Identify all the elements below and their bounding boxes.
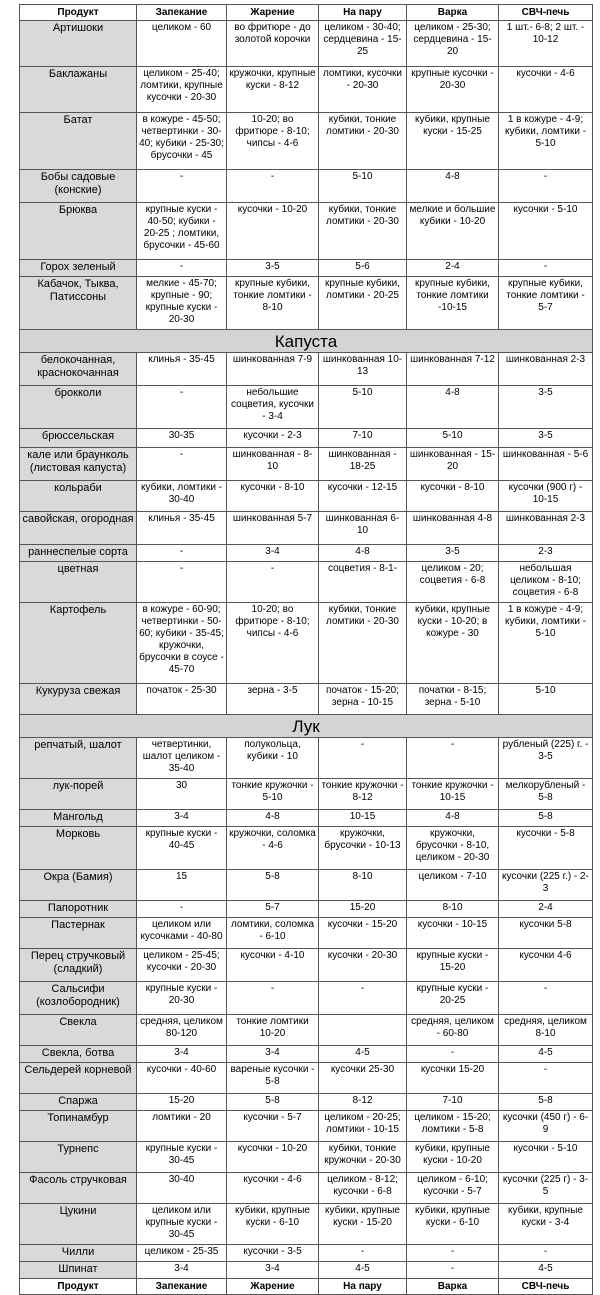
section-row	[20, 715, 593, 738]
microwave-time: -	[499, 982, 593, 1015]
footer-microwave: СВЧ-печь	[499, 1279, 593, 1295]
baking-time: крупные куски - 30-45	[137, 1142, 227, 1173]
baking-time: целиком - 25-35	[137, 1245, 227, 1262]
product-name: Сальсифи (козлобородник)	[20, 982, 137, 1015]
frying-time: ломтики, соломка - 6-10	[227, 918, 319, 949]
boiling-time: -	[407, 1245, 499, 1262]
steaming-time: 8-12	[319, 1094, 407, 1111]
frying-time: тонкие ломтики 10-20	[227, 1015, 319, 1046]
steaming-time: целиком - 30-40; сердцевина - 15-25	[319, 21, 407, 67]
frying-time: кусочки - 5-7	[227, 1111, 319, 1142]
table-row	[20, 827, 593, 870]
header-row	[20, 5, 593, 21]
microwave-time: 5-8	[499, 810, 593, 827]
steaming-time: -	[319, 1245, 407, 1262]
boiling-time: кубики, крупные куски - 15-25	[407, 113, 499, 170]
product-name: лук-порей	[20, 779, 137, 810]
table-row	[20, 562, 593, 603]
steaming-time: кусочки - 20-30	[319, 949, 407, 982]
steaming-time: -	[319, 982, 407, 1015]
product-name: кале или браунколь (листовая капуста)	[20, 448, 137, 481]
steaming-time: 4-8	[319, 545, 407, 562]
frying-time: кусочки - 10-20	[227, 1142, 319, 1173]
boiling-time: шинкованная 7-12	[407, 353, 499, 386]
frying-time: шинкованная 7-9	[227, 353, 319, 386]
table-row	[20, 21, 593, 67]
baking-time: целиком - 25-45; кусочки - 20-30	[137, 949, 227, 982]
table-row	[20, 1262, 593, 1279]
steaming-time: кубики, крупные куски - 15-20	[319, 1204, 407, 1245]
steaming-time: кусочки 25-30	[319, 1063, 407, 1094]
table-row	[20, 1063, 593, 1094]
product-name: Свекла, ботва	[20, 1046, 137, 1063]
frying-time: 3-5	[227, 260, 319, 277]
boiling-time: мелкие и большие кубики - 10-20	[407, 203, 499, 260]
steaming-time: 5-10	[319, 386, 407, 429]
baking-time: 15	[137, 870, 227, 901]
frying-time: 3-4	[227, 1046, 319, 1063]
boiling-time: кусочки - 8-10	[407, 481, 499, 512]
product-name: брюссельская	[20, 429, 137, 448]
table-row	[20, 113, 593, 170]
frying-time: вареные кусочки - 5-8	[227, 1063, 319, 1094]
table-row	[20, 870, 593, 901]
frying-time: кусочки - 8-10	[227, 481, 319, 512]
steaming-time: 5-6	[319, 260, 407, 277]
table-body	[20, 21, 593, 1279]
boiling-time: 2-4	[407, 260, 499, 277]
product-name: Окра (Бамия)	[20, 870, 137, 901]
boiling-time: целиком - 25-30; сердцевина - 15-20	[407, 21, 499, 67]
steaming-time: шинкованная 10-13	[319, 353, 407, 386]
steaming-time: кубики, тонкие ломтики - 20-30	[319, 603, 407, 684]
cooking-time-table	[19, 4, 593, 1295]
boiling-time: 8-10	[407, 901, 499, 918]
steaming-time: кружочки, брусочки - 10-13	[319, 827, 407, 870]
steaming-time: 8-10	[319, 870, 407, 901]
steaming-time: початок - 15-20; зерна - 10-15	[319, 684, 407, 715]
product-name: Батат	[20, 113, 137, 170]
product-name: раннеспелые сорта	[20, 545, 137, 562]
baking-time: крупные куски - 40-50; кубики - 20-25 ; ломтики, брусочки - 45-60	[137, 203, 227, 260]
table-row	[20, 386, 593, 429]
product-name: Спаржа	[20, 1094, 137, 1111]
microwave-time: 3-5	[499, 429, 593, 448]
steaming-time	[319, 1015, 407, 1046]
product-name: Кукуруза свежая	[20, 684, 137, 715]
steaming-time: кубики, тонкие ломтики - 20-30	[319, 203, 407, 260]
steaming-time: целиком - 20-25; ломтики - 10-15	[319, 1111, 407, 1142]
frying-time: кусочки - 2-3	[227, 429, 319, 448]
footer-row	[20, 1279, 593, 1295]
frying-time: -	[227, 562, 319, 603]
frying-time: кусочки - 4-10	[227, 949, 319, 982]
table-row	[20, 810, 593, 827]
baking-time: -	[137, 545, 227, 562]
steaming-time: кубики, тонкие кружочки - 20-30	[319, 1142, 407, 1173]
header-product: Продукт	[20, 5, 137, 21]
baking-time: 3-4	[137, 1046, 227, 1063]
boiling-time: 4-8	[407, 810, 499, 827]
steaming-time: тонкие кружочки - 8-12	[319, 779, 407, 810]
cooking-time-table-container	[19, 4, 592, 1295]
table-row	[20, 1111, 593, 1142]
table-row	[20, 684, 593, 715]
table-row	[20, 1173, 593, 1204]
table-row	[20, 982, 593, 1015]
baking-time: крупные куски - 20-30	[137, 982, 227, 1015]
boiling-time: -	[407, 1046, 499, 1063]
microwave-time: 4-5	[499, 1046, 593, 1063]
product-name: Картофель	[20, 603, 137, 684]
baking-time: 3-4	[137, 810, 227, 827]
microwave-time: рубленый (225) г. - 3-5	[499, 738, 593, 779]
footer-baking: Запекание	[137, 1279, 227, 1295]
boiling-time: тонкие кружочки - 10-15	[407, 779, 499, 810]
frying-time: 10-20; во фритюре - 8-10; чипсы - 4-6	[227, 113, 319, 170]
steaming-time: соцветия - 8-1-	[319, 562, 407, 603]
boiling-time: кубики, крупные куски - 10-20; в кожуре - 30	[407, 603, 499, 684]
microwave-time: кубики, крупные куски - 3-4	[499, 1204, 593, 1245]
product-name: Папоротник	[20, 901, 137, 918]
header-frying: Жарение	[227, 5, 319, 21]
microwave-time: средняя, целиком 8-10	[499, 1015, 593, 1046]
boiling-time: 5-10	[407, 429, 499, 448]
table-row	[20, 260, 593, 277]
microwave-time: -	[499, 1063, 593, 1094]
table-row	[20, 1094, 593, 1111]
table-row	[20, 481, 593, 512]
boiling-time: целиком - 7-10	[407, 870, 499, 901]
steaming-time: -	[319, 738, 407, 779]
frying-time: кружочки, крупные куски - 8-12	[227, 67, 319, 113]
table-row	[20, 203, 593, 260]
frying-time: 5-8	[227, 1094, 319, 1111]
baking-time: целиком или крупные куски - 30-45	[137, 1204, 227, 1245]
frying-time: шинкованная 5-7	[227, 512, 319, 545]
baking-time: 15-20	[137, 1094, 227, 1111]
table-row	[20, 545, 593, 562]
steaming-time: шинкованная - 18-25	[319, 448, 407, 481]
footer-boiling: Варка	[407, 1279, 499, 1295]
steaming-time: 15-20	[319, 901, 407, 918]
product-name: Кабачок, Тыква, Патиссоны	[20, 277, 137, 330]
baking-time: 30	[137, 779, 227, 810]
steaming-time: кусочки - 12-15	[319, 481, 407, 512]
boiling-time: кубики, крупные куски - 6-10	[407, 1204, 499, 1245]
baking-time: клинья - 35-45	[137, 512, 227, 545]
product-name: Цукини	[20, 1204, 137, 1245]
product-name: Мангольд	[20, 810, 137, 827]
table-row	[20, 1245, 593, 1262]
microwave-time: -	[499, 1245, 593, 1262]
frying-time: кубики, крупные куски - 6-10	[227, 1204, 319, 1245]
product-name: Шпинат	[20, 1262, 137, 1279]
footer-frying: Жарение	[227, 1279, 319, 1295]
baking-time: в кожуре - 45-50; четвертинки - 30-40; кубики - 25-30; брусочки - 45	[137, 113, 227, 170]
baking-time: -	[137, 260, 227, 277]
boiling-time: крупные кусочки - 20-30	[407, 67, 499, 113]
frying-time: -	[227, 170, 319, 203]
microwave-time: 1 в кожуре - 4-9; кубики, ломтики - 5-10	[499, 113, 593, 170]
steaming-time: 7-10	[319, 429, 407, 448]
header-baking: Запекание	[137, 5, 227, 21]
microwave-time: кусочки - 5-8	[499, 827, 593, 870]
product-name: Артишоки	[20, 21, 137, 67]
boiling-time: шинкованная 4-8	[407, 512, 499, 545]
microwave-time: -	[499, 260, 593, 277]
frying-time: 10-20; во фритюре - 8-10; чипсы - 4-6	[227, 603, 319, 684]
steaming-time: крупные кубики, ломтики - 20-25	[319, 277, 407, 330]
baking-time: в кожуре - 60-90; четвертинки - 50-60; кубики - 35-45; кружочки, брусочки в соусе - 45-70	[137, 603, 227, 684]
product-name: Перец стручковый (сладкий)	[20, 949, 137, 982]
boiling-time: целиком - 6-10; кусочки - 5-7	[407, 1173, 499, 1204]
product-name: кольраби	[20, 481, 137, 512]
boiling-time: кружочки, брусочки - 8-10, целиком - 20-30	[407, 827, 499, 870]
header-steaming: На пару	[319, 5, 407, 21]
boiling-time: -	[407, 1262, 499, 1279]
microwave-time: крупные кубики, тонкие ломтики - 5-7	[499, 277, 593, 330]
table-row	[20, 738, 593, 779]
microwave-time: кусочки 5-8	[499, 918, 593, 949]
microwave-time: 3-5	[499, 386, 593, 429]
boiling-time: 3-5	[407, 545, 499, 562]
frying-time: зерна - 3-5	[227, 684, 319, 715]
product-name: Морковь	[20, 827, 137, 870]
table-row	[20, 1015, 593, 1046]
boiling-time: целиком - 20; соцветия - 6-8	[407, 562, 499, 603]
frying-time: 5-8	[227, 870, 319, 901]
frying-time: 3-4	[227, 1262, 319, 1279]
baking-time: початок - 25-30	[137, 684, 227, 715]
table-row	[20, 949, 593, 982]
boiling-time: крупные куски - 15-20	[407, 949, 499, 982]
microwave-time: мелкорубленый - 5-8	[499, 779, 593, 810]
product-name: брокколи	[20, 386, 137, 429]
product-name: савойская, огородная	[20, 512, 137, 545]
baking-time: мелкие - 45-70; крупные - 90; крупные куски - 20-30	[137, 277, 227, 330]
table-row	[20, 1204, 593, 1245]
section-title: Капуста	[20, 330, 593, 353]
baking-time: целиком - 60	[137, 21, 227, 67]
section-title: Лук	[20, 715, 593, 738]
product-name: Свекла	[20, 1015, 137, 1046]
table-row	[20, 170, 593, 203]
table-row	[20, 67, 593, 113]
baking-time: кубики, ломтики - 30-40	[137, 481, 227, 512]
steaming-time: 10-15	[319, 810, 407, 827]
baking-time: клинья - 35-45	[137, 353, 227, 386]
table-row	[20, 603, 593, 684]
boiling-time: кусочки 15-20	[407, 1063, 499, 1094]
steaming-time: 4-5	[319, 1262, 407, 1279]
table-row	[20, 779, 593, 810]
boiling-time: средняя, целиком - 60-80	[407, 1015, 499, 1046]
frying-time: небольшие соцветия, кусочки - 3-4	[227, 386, 319, 429]
boiling-time: крупные куски - 20-25	[407, 982, 499, 1015]
product-name: Баклажаны	[20, 67, 137, 113]
microwave-time: кусочки (900 г) - 10-15	[499, 481, 593, 512]
boiling-time: кубики, крупные куски - 10-20	[407, 1142, 499, 1173]
product-name: Фасоль стручковая	[20, 1173, 137, 1204]
boiling-time: целиком - 15-20; ломтики - 5-8	[407, 1111, 499, 1142]
product-name: Турнепс	[20, 1142, 137, 1173]
microwave-time: кусочки - 4-6	[499, 67, 593, 113]
microwave-time: 5-10	[499, 684, 593, 715]
boiling-time: шинкованная - 15-20	[407, 448, 499, 481]
baking-time: -	[137, 170, 227, 203]
microwave-time: кусочки 4-6	[499, 949, 593, 982]
baking-time: четвертинки, шалот целиком - 35-40	[137, 738, 227, 779]
product-name: Чилли	[20, 1245, 137, 1262]
baking-time: целиком или кусочками - 40-80	[137, 918, 227, 949]
product-name: Сельдерей корневой	[20, 1063, 137, 1094]
microwave-time: кусочки (225 г) - 3-5	[499, 1173, 593, 1204]
steaming-time: кубики, тонкие ломтики - 20-30	[319, 113, 407, 170]
microwave-time: кусочки - 5-10	[499, 1142, 593, 1173]
baking-time: целиком - 25-40; ломтики, крупные кусочки - 20-30	[137, 67, 227, 113]
baking-time: 30-40	[137, 1173, 227, 1204]
section-row	[20, 330, 593, 353]
product-name: Бобы садовые (конские)	[20, 170, 137, 203]
product-name: цветная	[20, 562, 137, 603]
microwave-time: -	[499, 170, 593, 203]
footer-product: Продукт	[20, 1279, 137, 1295]
boiling-time: -	[407, 738, 499, 779]
microwave-time: кусочки - 5-10	[499, 203, 593, 260]
steaming-time: шинкованная 6-10	[319, 512, 407, 545]
product-name: Пастернак	[20, 918, 137, 949]
frying-time: 5-7	[227, 901, 319, 918]
table-row	[20, 918, 593, 949]
boiling-time: 4-8	[407, 170, 499, 203]
microwave-time: кусочки (225 г.) - 2-3	[499, 870, 593, 901]
microwave-time: 2-4	[499, 901, 593, 918]
product-name: репчатый, шалот	[20, 738, 137, 779]
frying-time: кусочки - 10-20	[227, 203, 319, 260]
microwave-time: 4-5	[499, 1262, 593, 1279]
microwave-time: 1 в кожуре - 4-9; кубики, ломтики - 5-10	[499, 603, 593, 684]
header-microwave: СВЧ-печь	[499, 5, 593, 21]
microwave-time: 5-8	[499, 1094, 593, 1111]
frying-time: 3-4	[227, 545, 319, 562]
frying-time: -	[227, 982, 319, 1015]
steaming-time: целиком - 8-12; кусочки - 6-8	[319, 1173, 407, 1204]
boiling-time: кусочки - 10-15	[407, 918, 499, 949]
product-name: Горох зеленый	[20, 260, 137, 277]
baking-time: -	[137, 901, 227, 918]
table-row	[20, 901, 593, 918]
microwave-time: кусочки (450 г) - 6-9	[499, 1111, 593, 1142]
baking-time: кусочки - 40-60	[137, 1063, 227, 1094]
steaming-time: 5-10	[319, 170, 407, 203]
table-row	[20, 429, 593, 448]
boiling-time: 4-8	[407, 386, 499, 429]
baking-time: -	[137, 386, 227, 429]
footer-steaming: На пару	[319, 1279, 407, 1295]
frying-time: во фритюре - до золотой корочки	[227, 21, 319, 67]
frying-time: шинкованная - 8-10	[227, 448, 319, 481]
frying-time: тонкие кружочки - 5-10	[227, 779, 319, 810]
frying-time: кружочки, соломка - 4-6	[227, 827, 319, 870]
table-row	[20, 353, 593, 386]
table-row	[20, 1046, 593, 1063]
boiling-time: початки - 8-15; зерна - 5-10	[407, 684, 499, 715]
boiling-time: 7-10	[407, 1094, 499, 1111]
boiling-time: крупные кубики, тонкие ломтики -10-15	[407, 277, 499, 330]
microwave-time: 1 шт.- 6-8; 2 шт. - 10-12	[499, 21, 593, 67]
microwave-time: шинкованная 2-3	[499, 512, 593, 545]
product-name: Брюква	[20, 203, 137, 260]
baking-time: 30-35	[137, 429, 227, 448]
baking-time: ломтики - 20	[137, 1111, 227, 1142]
table-row	[20, 512, 593, 545]
product-name: белокочанная, краснокочанная	[20, 353, 137, 386]
baking-time: средняя, целиком 80-120	[137, 1015, 227, 1046]
microwave-time: 2-3	[499, 545, 593, 562]
frying-time: кусочки - 3-5	[227, 1245, 319, 1262]
microwave-time: небольшая целиком - 8-10; соцветия - 6-8	[499, 562, 593, 603]
header-boiling: Варка	[407, 5, 499, 21]
baking-time: -	[137, 448, 227, 481]
table-row	[20, 277, 593, 330]
product-name: Топинамбур	[20, 1111, 137, 1142]
baking-time: -	[137, 562, 227, 603]
steaming-time: 4-5	[319, 1046, 407, 1063]
baking-time: крупные куски - 40-45	[137, 827, 227, 870]
table-row	[20, 1142, 593, 1173]
baking-time: 3-4	[137, 1262, 227, 1279]
microwave-time: шинкованная 2-3	[499, 353, 593, 386]
frying-time: 4-8	[227, 810, 319, 827]
table-row	[20, 448, 593, 481]
microwave-time: шинкованная - 5-6	[499, 448, 593, 481]
steaming-time: ломтики, кусочки - 20-30	[319, 67, 407, 113]
frying-time: кусочки - 4-6	[227, 1173, 319, 1204]
frying-time: полукольца, кубики - 10	[227, 738, 319, 779]
steaming-time: кусочки - 15-20	[319, 918, 407, 949]
frying-time: крупные кубики, тонкие ломтики - 8-10	[227, 277, 319, 330]
